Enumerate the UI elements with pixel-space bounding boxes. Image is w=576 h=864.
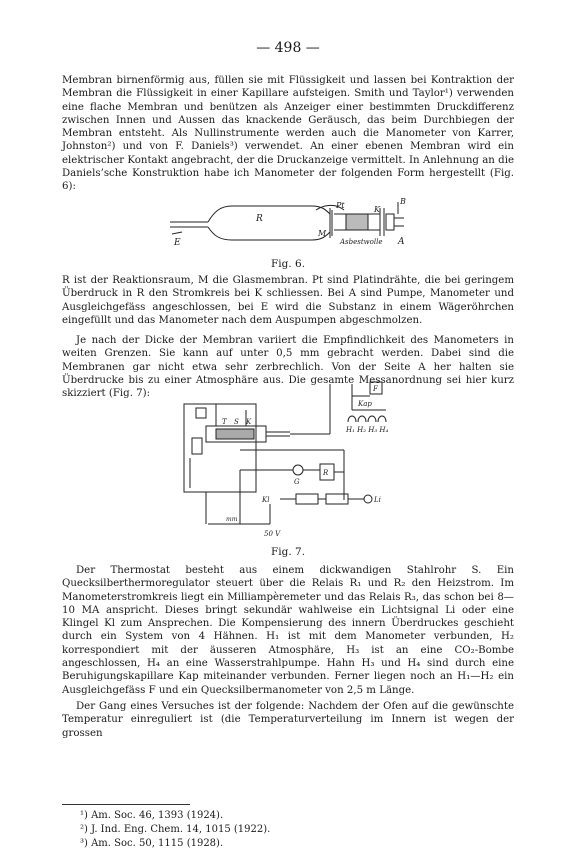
fig6-label-e: E [174,238,181,248]
paragraph-thermostat: Der Thermostat besteht aus einem dickwandigen Stahlrohr S. Ein Quecksilberthermoregulator steuert über die Relais R₁ und R₂ den Heizstrom. Im Manometerstromkreis liegt ein Milliampèremeter und das Relais R₃, das schon bei 8—10 MA anspricht. Dieses bringt sekundär wahlweise ein Lichtsignal Li oder eine Klingel Kl zum Ansprechen. Die Kompensierung des innern Überdruckes geschieht durch ein System von 4 Hähnen. H₁ ist mit dem Manometer verbunden, H₂ korrespondiert mit der äusseren Atmosphäre, H₃ ist an eine CO₂-Bombe angeschlossen, H₄ an eine Wasserstrahlpumpe. Hahn H₃ und H₄ sind durch eine Beruhigungskapillare Kap miteinander verbunden. Ferner liegen noch an H₁—H₂ ein Ausgleichgefäss F und ein Quecksilbermanometer von 2,5 m Länge. [62,565,514,696]
fig7-label-hahn: H₁ H₂ H₃ H₄ [346,426,389,434]
fig7-label-k: K [246,418,252,426]
footnote-2: ²) J. Ind. Eng. Chem. 14, 1015 (1922). [80,824,271,835]
figure-6 [0,194,576,254]
figure-6-caption: Fig. 6. [270,258,306,270]
footnote-divider [62,804,190,805]
paragraph-intro: Membran birnenförmig aus, füllen sie mit Flüssigkeit und lassen bei Kontraktion der Membran die Flüssigkeit in einer Kapillare aufsteigen. Smith und Taylor¹) verwenden eine flache Membran und benützen als Anzeiger einer bestimmten Druckdifferenz zwischen Innen und Aussen das knackende Geräusch, das beim Durchbiegen der Membran entsteht. Als Nullinstrumente werden auch die Manometer von Karrer, Johnston²) und von F. Daniels³) verwendet. An einer ebenen Membran wird ein elektrischer Kontakt angebracht, der die Druckanzeige vermittelt. In Anlehnung an die Daniels’sche Konstruktion habe ich Manometer der folgenden Form hergestellt (Fig. 6): [62,75,514,193]
figure-7-caption: Fig. 7. [270,546,306,558]
fig6-label-k: K [374,205,380,214]
figure-6-drawing [0,194,576,254]
page-number: — 498 — [256,40,320,56]
fig7-label-s: S [234,418,239,426]
fig6-label-b: B [400,197,406,206]
fig7-label-li: Li [374,496,381,504]
fig6-label-pt: Pt [336,201,345,210]
figure-7-drawing [0,380,576,544]
fig6-label-a: A [398,237,405,247]
fig6-label-r: R [256,214,263,224]
fig6-label-asbestwolle: Asbestwolle [340,238,383,246]
fig6-label-m: M [318,229,327,238]
paragraph-sensitivity: Je nach der Dicke der Membran variiert die Empfindlichkeit des Manometers in weiten Grenzen. Sie kann auf unter 0,5 mm gebracht werden. Dabei sind die Membranen gar nicht etwa sehr zerbrechlich. Von der Seite A her halten sie Überdrucke bis zu einer Atmosphäre aus. Die gesamte Messanordnung sei hier kurz skizziert (Fig. 7): [62,335,514,400]
paragraph-fig6-legend: R ist der Reaktionsraum, M die Glasmembran. Pt sind Platindrähte, die bei geringem Überdruck in R den Stromkreis bei K schliessen. Bei A sind Pumpe, Manometer und Ausgleichgefäss angeschlossen, bei E wird die Substanz in einem Wägeröhrchen eingefüllt und das Manometer nach dem Auspumpen abgeschmolzen. [62,275,514,326]
fig7-label-g: G [294,478,300,486]
fig7-label-r: R [323,469,329,477]
fig7-label-t: T [222,418,227,426]
footnote-3: ³) Am. Soc. 50, 1115 (1928). [80,838,224,849]
fig7-label-kl: Kl [262,496,270,504]
footnote-1: ¹) Am. Soc. 46, 1393 (1924). [80,810,224,821]
paragraph-procedure: Der Gang eines Versuches ist der folgende: Nachdem der Ofen auf die gewünschte Temperatur einreguliert ist (die Temperaturverteilung im Innern ist wegen der grossen [62,701,514,739]
fig7-label-mm: mm [226,516,238,523]
fig7-label-kap: Kap [358,400,372,408]
figure-7 [0,380,576,544]
fig7-label-f: F [373,385,378,393]
fig7-label-50v: 50 V [264,530,281,538]
